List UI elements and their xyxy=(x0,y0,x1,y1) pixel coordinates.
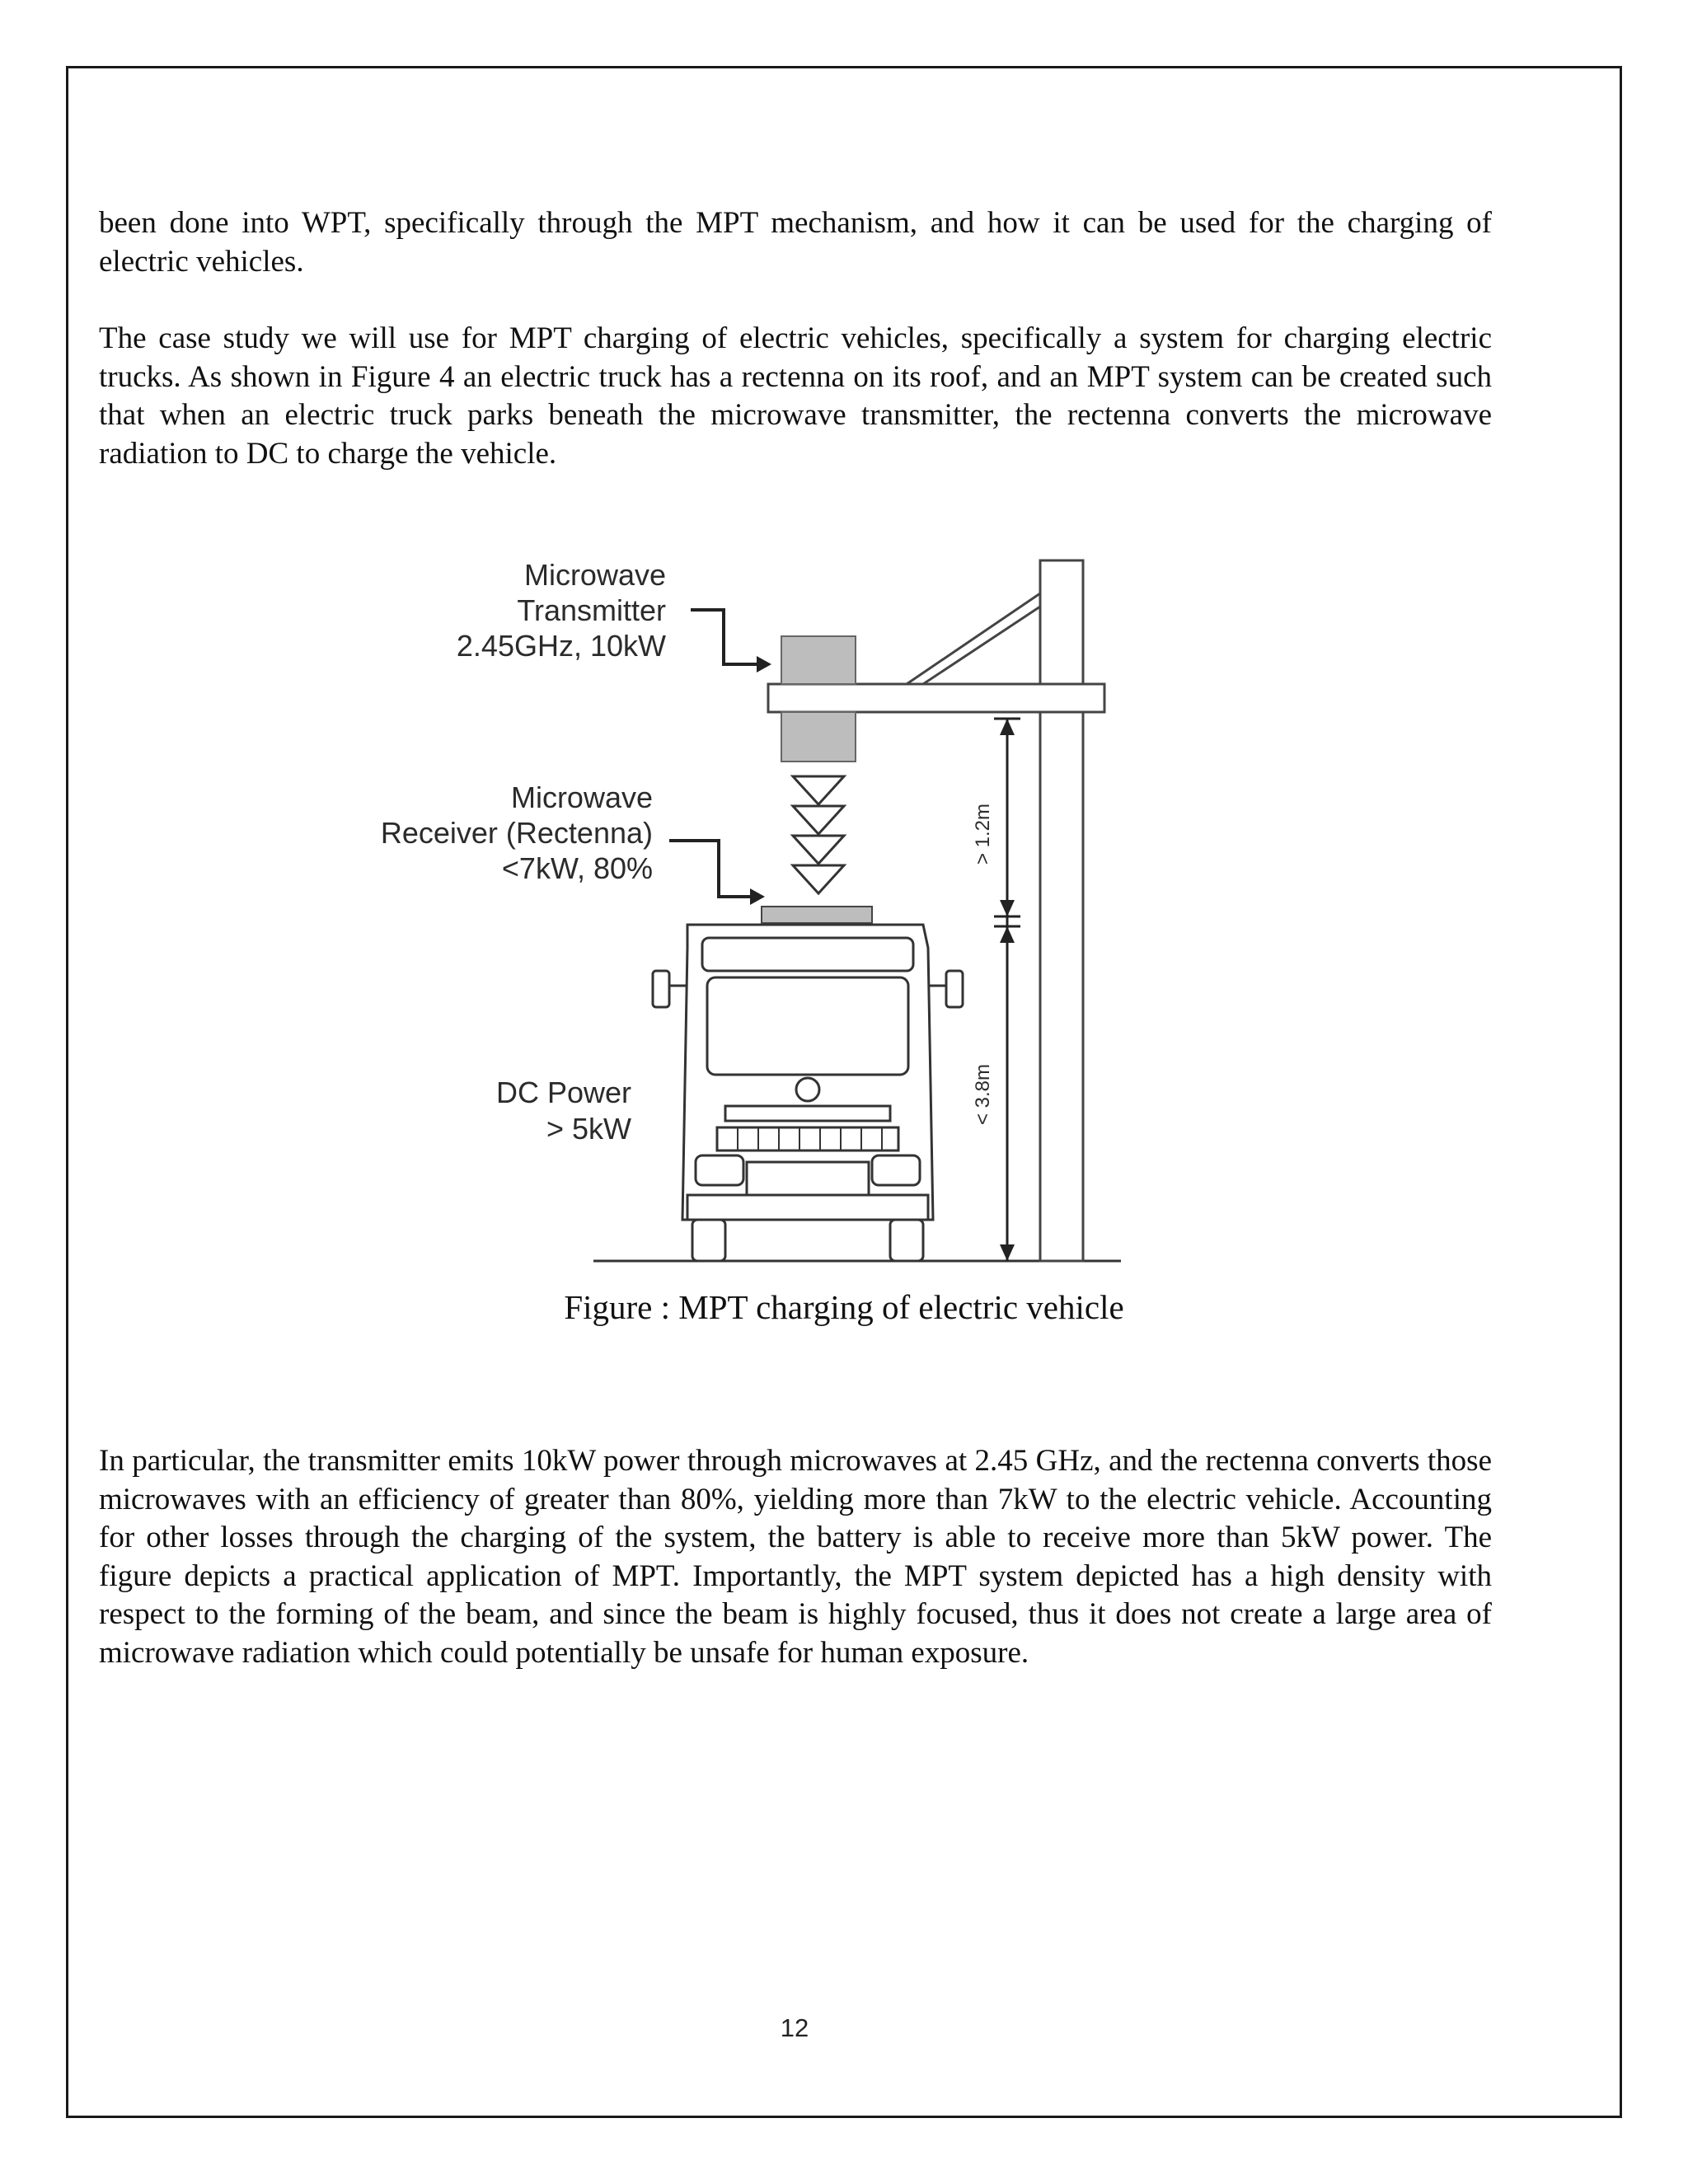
transmitter-upper xyxy=(781,636,856,684)
transmitter-arrowhead xyxy=(757,656,771,673)
support-pole xyxy=(1040,560,1083,1261)
microwave-beam xyxy=(793,776,844,893)
receiver-label-line1: Microwave xyxy=(510,780,653,814)
clearance-arrow-bottom xyxy=(1000,900,1015,916)
receiver-label-line2: Receiver (Rectenna) xyxy=(380,816,653,850)
clearance-dimension xyxy=(994,719,1020,916)
paragraph-intro: been done into WPT, specifically through the MPT mechanism, and how it can be used for the charging of electric vehicles. xyxy=(99,206,1492,279)
height-arrow-top xyxy=(1000,926,1015,943)
brace-2 xyxy=(923,607,1040,684)
transmitter-lower xyxy=(781,712,856,762)
height-dimension xyxy=(994,916,1020,1261)
transmitter-leader xyxy=(691,610,757,664)
height-label: < 3.8m xyxy=(972,1063,994,1126)
receiver-label-line3: <7kW, 80% xyxy=(501,851,653,885)
rectenna xyxy=(762,907,872,923)
clearance-label: > 1.2m xyxy=(972,803,994,865)
dc-power-label-line2: > 5kW xyxy=(546,1112,631,1146)
dc-power-label-line1: DC Power xyxy=(495,1076,631,1109)
mpt-charging-figure xyxy=(346,544,1203,1269)
clearance-arrow-top xyxy=(1000,719,1015,735)
receiver-leader xyxy=(669,841,750,897)
page-number: 12 xyxy=(780,2013,809,2042)
mpt-diagram xyxy=(346,544,1203,1269)
brace-1 xyxy=(907,593,1040,684)
receiver-arrowhead xyxy=(750,888,765,905)
paragraph-details: In particular, the transmitter emits 10kW power through microwaves at 2.45 GHz, and the rectenna converts those microwaves with an efficiency of greater than 80%, yielding more than 7kW to the electric vehicle. Accounting for other losses through the charging of the system, the battery is able to receive more than 5kW power. The figure depicts a practical application of MPT. Importantly, the MPT system depicted has a high density with respect to the forming of the beam, and since the beam is highly focused, thus it does not create a large area of microwave radiation which could potentially be unsafe for human exposure. xyxy=(99,1444,1492,1670)
truck xyxy=(653,925,963,1261)
paragraph-case-study: The case study we will use for MPT charging of electric vehicles, specifically a system for charging electric trucks. As shown in Figure 4 an electric truck has a rectenna on its roof, and an MPT system can be created such that when an electric truck parks beneath the microwave transmitter, the rectenna converts the microwave radiation to DC to charge the vehicle. xyxy=(99,321,1492,471)
crossbeam xyxy=(768,684,1104,712)
transmitter-label-line1: Microwave xyxy=(523,558,666,592)
transmitter-label-line2: Transmitter xyxy=(517,593,666,627)
height-arrow-bottom xyxy=(1000,1244,1015,1261)
transmitter-label-line3: 2.45GHz, 10kW xyxy=(456,629,666,663)
figure-caption: Figure : MPT charging of electric vehicle xyxy=(564,1288,1124,1326)
